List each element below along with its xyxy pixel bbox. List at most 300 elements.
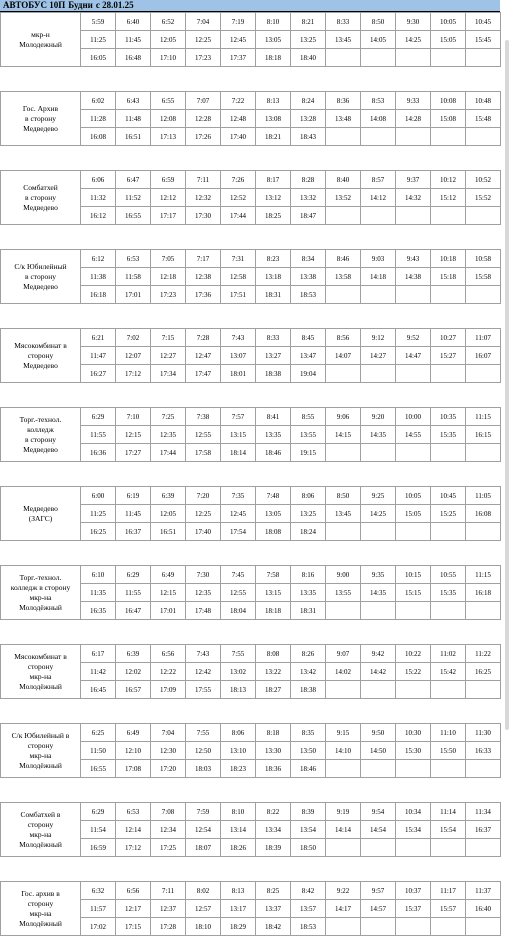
departure-time: 9:15 [326, 724, 361, 742]
stop-block [0, 91, 501, 146]
departure-time: 7:25 [151, 408, 186, 426]
departure-time: 10:48 [466, 92, 501, 110]
departure-time: 8:34 [291, 250, 326, 268]
departure-time: 17:58 [186, 444, 221, 462]
departure-time: 16:27 [81, 365, 116, 383]
departure-time: 13:08 [256, 110, 291, 128]
departure-time: 6:59 [151, 171, 186, 189]
block-spacer [0, 541, 500, 565]
departure-time [466, 286, 501, 304]
departure-time: 15:15 [396, 584, 431, 602]
departure-time: 6:39 [116, 645, 151, 663]
departure-time [431, 681, 466, 699]
departure-time: 18:36 [256, 760, 291, 778]
stop-block [0, 565, 501, 620]
departure-time: 6:52 [151, 13, 186, 31]
departure-time: 12:48 [221, 110, 256, 128]
stop-name [1, 724, 81, 778]
departure-time: 12:10 [116, 742, 151, 760]
departure-time: 9:54 [361, 803, 396, 821]
departure-time: 18:50 [291, 839, 326, 857]
departure-time: 7:59 [186, 803, 221, 821]
departure-time: 14:47 [396, 347, 431, 365]
departure-time: 7:38 [186, 408, 221, 426]
departure-time: 13:15 [221, 426, 256, 444]
departure-time: 7:11 [151, 882, 186, 900]
departure-time: 18:42 [256, 918, 291, 936]
departure-time [361, 918, 396, 936]
departure-time: 9:00 [326, 566, 361, 584]
departure-time: 7:43 [186, 645, 221, 663]
departure-time [431, 760, 466, 778]
departure-time: 13:37 [256, 900, 291, 918]
stop-block [0, 644, 501, 699]
departure-time: 15:18 [431, 268, 466, 286]
departure-time: 17:30 [186, 207, 221, 225]
departure-time: 7:05 [151, 250, 186, 268]
departure-time: 16:18 [81, 286, 116, 304]
departure-time: 6:47 [116, 171, 151, 189]
departure-time [396, 49, 431, 67]
departure-time [361, 681, 396, 699]
departure-time: 6:40 [116, 13, 151, 31]
departure-time [466, 523, 501, 541]
departure-time: 13:35 [291, 584, 326, 602]
departure-time [466, 49, 501, 67]
stop-name-line: Мясокомбинат в [14, 340, 67, 350]
departure-time [431, 523, 466, 541]
departure-time: 15:30 [396, 742, 431, 760]
departure-time: 11:48 [116, 110, 151, 128]
stop-name [1, 250, 81, 304]
departure-time: 11:15 [466, 566, 501, 584]
departure-time: 16:07 [466, 347, 501, 365]
departure-time [466, 365, 501, 383]
stop-name [1, 803, 81, 857]
departure-time: 6:10 [81, 566, 116, 584]
departure-time: 12:32 [186, 189, 221, 207]
stop-name-line: Торг.-технол. [19, 572, 62, 582]
departure-time: 11:58 [116, 268, 151, 286]
days-label: Будни [68, 0, 93, 10]
departure-time [361, 760, 396, 778]
time-row [1, 566, 501, 584]
stop-name [1, 882, 81, 936]
departure-time: 12:35 [186, 584, 221, 602]
departure-time: 15:34 [396, 821, 431, 839]
departure-time: 13:55 [291, 426, 326, 444]
block-spacer [0, 146, 500, 170]
departure-time: 17:08 [116, 760, 151, 778]
departure-time: 11:35 [81, 584, 116, 602]
departure-time: 13:02 [221, 663, 256, 681]
stop-block [0, 723, 501, 778]
departure-time: 6:12 [81, 250, 116, 268]
departure-time [396, 602, 431, 620]
departure-time: 8:13 [221, 882, 256, 900]
time-row [1, 724, 501, 742]
departure-time: 11:42 [81, 663, 116, 681]
departure-time: 12:15 [116, 426, 151, 444]
departure-time: 17:09 [151, 681, 186, 699]
stop-name-line: мкр-на [29, 829, 52, 839]
departure-time: 18:31 [256, 286, 291, 304]
departure-time: 15:48 [466, 110, 501, 128]
departure-time [431, 444, 466, 462]
departure-time: 16:47 [116, 602, 151, 620]
departure-time: 18:38 [256, 365, 291, 383]
departure-time: 8:06 [291, 487, 326, 505]
departure-time: 11:15 [466, 408, 501, 426]
departure-time: 18:53 [291, 918, 326, 936]
departure-time: 7:35 [221, 487, 256, 505]
departure-time [361, 839, 396, 857]
departure-time: 18:43 [291, 128, 326, 146]
departure-time [396, 207, 431, 225]
departure-time: 18:26 [221, 839, 256, 857]
departure-time: 16:08 [81, 128, 116, 146]
departure-time: 13:50 [291, 742, 326, 760]
departure-time: 18:25 [256, 207, 291, 225]
departure-time: 8:45 [291, 329, 326, 347]
time-row [1, 882, 501, 900]
departure-time: 12:08 [151, 110, 186, 128]
departure-time: 8:25 [256, 882, 291, 900]
stop-block [0, 802, 501, 857]
vertical-scrollbar[interactable] [505, 40, 509, 730]
departure-time: 6:39 [151, 487, 186, 505]
departure-time: 17:34 [151, 365, 186, 383]
departure-time: 16:33 [466, 742, 501, 760]
departure-time: 17:44 [221, 207, 256, 225]
departure-time: 18:40 [291, 49, 326, 67]
departure-time: 17:15 [116, 918, 151, 936]
departure-time: 8:26 [291, 645, 326, 663]
departure-time [326, 444, 361, 462]
departure-time: 6:29 [116, 566, 151, 584]
departure-time: 12:15 [151, 584, 186, 602]
departure-time: 11:54 [81, 821, 116, 839]
stop-name [1, 13, 81, 67]
departure-time: 12:42 [186, 663, 221, 681]
departure-time: 18:13 [221, 681, 256, 699]
departure-time [396, 760, 431, 778]
departure-time: 16:37 [116, 523, 151, 541]
departure-time: 16:35 [81, 602, 116, 620]
time-row [1, 803, 501, 821]
departure-time: 6:55 [151, 92, 186, 110]
departure-time: 13:45 [326, 31, 361, 49]
departure-time: 11:17 [431, 882, 466, 900]
departure-time: 11:55 [116, 584, 151, 602]
departure-time: 6:25 [81, 724, 116, 742]
departure-time: 16:59 [81, 839, 116, 857]
route-name: АВТОБУС 10П [3, 0, 66, 10]
departure-time: 15:22 [396, 663, 431, 681]
departure-time: 6:43 [116, 92, 151, 110]
departure-time: 13:28 [291, 110, 326, 128]
departure-time: 14:05 [361, 31, 396, 49]
departure-time: 11:34 [466, 803, 501, 821]
departure-time: 13:25 [291, 505, 326, 523]
departure-time: 8:23 [256, 250, 291, 268]
departure-time: 6:29 [81, 408, 116, 426]
timetable [0, 12, 500, 936]
block-spacer [0, 699, 500, 723]
departure-time: 5:59 [81, 13, 116, 31]
departure-time: 10:52 [466, 171, 501, 189]
time-row [1, 329, 501, 347]
departure-time: 7:28 [186, 329, 221, 347]
departure-time: 8:50 [326, 487, 361, 505]
block-spacer [0, 857, 500, 881]
departure-time: 8:13 [256, 92, 291, 110]
departure-time [361, 602, 396, 620]
block-spacer [0, 67, 500, 91]
departure-time: 10:45 [466, 13, 501, 31]
departure-time: 17:01 [151, 602, 186, 620]
departure-time: 8:21 [291, 13, 326, 31]
departure-time [396, 523, 431, 541]
departure-time: 13:05 [256, 31, 291, 49]
departure-time: 17:55 [186, 681, 221, 699]
departure-time: 9:06 [326, 408, 361, 426]
departure-time: 12:52 [221, 189, 256, 207]
departure-time: 8:18 [256, 724, 291, 742]
departure-time [326, 365, 361, 383]
departure-time [361, 523, 396, 541]
departure-time: 9:50 [361, 724, 396, 742]
departure-time: 10:08 [431, 92, 466, 110]
stop-name-line: Сомбатхей [23, 182, 58, 192]
departure-time: 15:25 [431, 505, 466, 523]
departure-time: 16:05 [81, 49, 116, 67]
stop-name-line: С/к Юбилейный в [11, 730, 70, 740]
departure-time: 12:45 [221, 505, 256, 523]
stop-block [0, 881, 501, 936]
departure-time: 13:54 [291, 821, 326, 839]
departure-time: 12:34 [151, 821, 186, 839]
departure-time: 17:25 [151, 839, 186, 857]
departure-time: 10:05 [431, 13, 466, 31]
stop-name [1, 171, 81, 225]
departure-time: 18:01 [221, 365, 256, 383]
departure-time: 15:37 [396, 900, 431, 918]
departure-time: 8:35 [291, 724, 326, 742]
departure-time: 8:39 [291, 803, 326, 821]
departure-time: 15:27 [431, 347, 466, 365]
departure-time: 18:31 [291, 602, 326, 620]
departure-time: 18:07 [186, 839, 221, 857]
stop-name-line: мкр-на [29, 592, 52, 602]
departure-time [361, 207, 396, 225]
departure-time: 17:20 [151, 760, 186, 778]
departure-time: 12:55 [186, 426, 221, 444]
stop-name-line: мкр-н [31, 29, 50, 39]
departure-time: 7:20 [186, 487, 221, 505]
stop-name [1, 487, 81, 541]
stop-name-line: Гос. Архив [22, 103, 59, 113]
departure-time: 8:42 [291, 882, 326, 900]
departure-time: 12:54 [186, 821, 221, 839]
departure-time: 13:48 [326, 110, 361, 128]
departure-time: 6:19 [116, 487, 151, 505]
departure-time: 16:25 [466, 663, 501, 681]
departure-time: 10:35 [431, 408, 466, 426]
departure-time [326, 918, 361, 936]
departure-time: 12:47 [186, 347, 221, 365]
departure-time: 11:05 [466, 487, 501, 505]
departure-time: 6:17 [81, 645, 116, 663]
departure-time [466, 444, 501, 462]
departure-time: 11:07 [466, 329, 501, 347]
departure-time: 17:12 [116, 839, 151, 857]
departure-time: 11:30 [466, 724, 501, 742]
departure-time: 7:11 [186, 171, 221, 189]
departure-time [431, 918, 466, 936]
stop-name-line: сторону [27, 740, 54, 750]
departure-time: 16:18 [466, 584, 501, 602]
departure-time [431, 365, 466, 383]
departure-time: 9:42 [361, 645, 396, 663]
departure-time: 15:05 [396, 505, 431, 523]
departure-time: 12:35 [151, 426, 186, 444]
departure-time: 12:22 [151, 663, 186, 681]
departure-time: 8:06 [221, 724, 256, 742]
departure-time [326, 207, 361, 225]
departure-time: 6:49 [151, 566, 186, 584]
departure-time: 11:22 [466, 645, 501, 663]
departure-time: 8:50 [361, 13, 396, 31]
stop-name-line: колледж в сторону [10, 582, 71, 592]
stop-name-line: Медведево [23, 123, 58, 133]
departure-time [396, 918, 431, 936]
departure-time: 12:28 [186, 110, 221, 128]
departure-time: 6:49 [116, 724, 151, 742]
departure-time: 8:28 [291, 171, 326, 189]
departure-time [466, 602, 501, 620]
stop-name-line: Медведево [23, 503, 58, 513]
departure-time: 17:26 [186, 128, 221, 146]
departure-time: 12:27 [151, 347, 186, 365]
departure-time: 11:25 [81, 31, 116, 49]
departure-time [361, 128, 396, 146]
stop-name-line: Гос. архив в [21, 888, 60, 898]
departure-time: 15:50 [431, 742, 466, 760]
departure-time: 8:46 [326, 250, 361, 268]
departure-time: 13:15 [256, 584, 291, 602]
departure-time: 9:35 [361, 566, 396, 584]
departure-time: 13:25 [291, 31, 326, 49]
departure-time: 14:25 [361, 505, 396, 523]
stop-name-line: сторону [27, 898, 54, 908]
departure-time: 12:02 [116, 663, 151, 681]
departure-time: 13:47 [291, 347, 326, 365]
departure-time: 17:47 [186, 365, 221, 383]
departure-time: 18:24 [291, 523, 326, 541]
departure-time: 10:34 [396, 803, 431, 821]
departure-time: 7:26 [221, 171, 256, 189]
stop-name-line: Молодежный [19, 39, 62, 49]
departure-time: 13:30 [256, 742, 291, 760]
departure-time: 11:25 [81, 505, 116, 523]
departure-time: 15:12 [431, 189, 466, 207]
departure-time: 7:55 [186, 724, 221, 742]
departure-time: 18:10 [186, 918, 221, 936]
departure-time: 14:54 [361, 821, 396, 839]
departure-time: 14:15 [326, 426, 361, 444]
stop-name-line: Торг.-технол. [19, 414, 62, 424]
departure-time: 16:45 [81, 681, 116, 699]
departure-time: 19:04 [291, 365, 326, 383]
stop-name-line: Молодёжный [19, 602, 62, 612]
block-spacer [0, 225, 500, 249]
departure-time: 6:53 [116, 803, 151, 821]
departure-time: 8:36 [326, 92, 361, 110]
departure-time: 10:55 [431, 566, 466, 584]
block-spacer [0, 304, 500, 328]
departure-time: 8:10 [221, 803, 256, 821]
departure-time: 14:28 [396, 110, 431, 128]
departure-time: 14:02 [326, 663, 361, 681]
departure-time [326, 760, 361, 778]
departure-time: 12:57 [186, 900, 221, 918]
departure-time: 10:18 [431, 250, 466, 268]
time-row [1, 487, 501, 505]
stop-name-line: в сторону [25, 271, 56, 281]
departure-time [326, 839, 361, 857]
departure-time: 18:14 [221, 444, 256, 462]
departure-time: 13:18 [256, 268, 291, 286]
departure-time: 14:10 [326, 742, 361, 760]
stop-name-line: в сторону [25, 192, 56, 202]
departure-time: 14:57 [361, 900, 396, 918]
departure-time: 11:10 [431, 724, 466, 742]
departure-time: 16:12 [81, 207, 116, 225]
departure-time: 10:12 [431, 171, 466, 189]
departure-time: 14:18 [361, 268, 396, 286]
departure-time: 10:37 [396, 882, 431, 900]
departure-time [466, 918, 501, 936]
departure-time: 18:29 [221, 918, 256, 936]
departure-time: 6:02 [81, 92, 116, 110]
stop-name-line: Молодёжный [19, 918, 62, 928]
departure-time: 13:22 [256, 663, 291, 681]
departure-time: 17:23 [151, 286, 186, 304]
departure-time: 13:42 [291, 663, 326, 681]
departure-time: 6:32 [81, 882, 116, 900]
departure-time: 18:46 [291, 760, 326, 778]
departure-time: 16:51 [151, 523, 186, 541]
departure-time [431, 128, 466, 146]
departure-time: 8:16 [291, 566, 326, 584]
departure-time: 13:10 [221, 742, 256, 760]
departure-time: 7:22 [221, 92, 256, 110]
departure-time: 18:18 [256, 602, 291, 620]
departure-time: 12:58 [221, 268, 256, 286]
departure-time: 9:22 [326, 882, 361, 900]
departure-time: 9:25 [361, 487, 396, 505]
block-spacer [0, 620, 500, 644]
stop-name-line: сторону [27, 819, 54, 829]
departure-time: 14:12 [361, 189, 396, 207]
departure-time: 8:33 [326, 13, 361, 31]
departure-time: 16:37 [466, 821, 501, 839]
departure-time: 7:45 [221, 566, 256, 584]
departure-time: 12:50 [186, 742, 221, 760]
departure-time: 17:02 [81, 918, 116, 936]
departure-time: 12:45 [221, 31, 256, 49]
